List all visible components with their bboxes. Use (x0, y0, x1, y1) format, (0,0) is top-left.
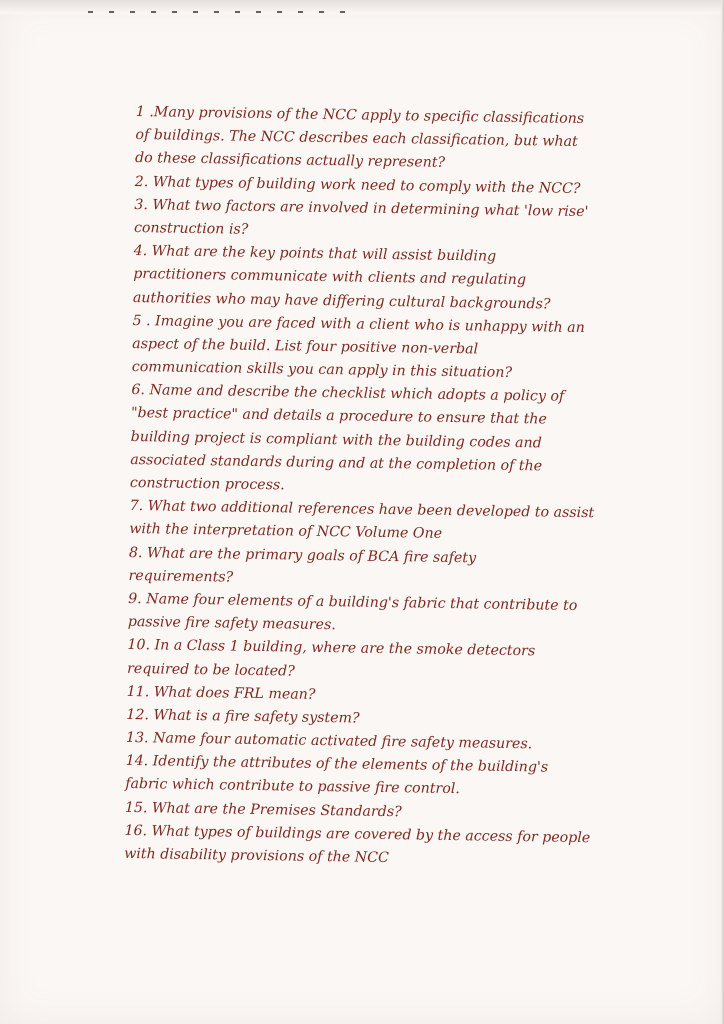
question-line: 10. In a Class 1 building, where are the smoke detectors (127, 637, 536, 660)
question-line: fabric which contribute to passive fire control. (125, 776, 460, 798)
question-item (125, 750, 666, 805)
question-line: with disability provisions of the NCC (124, 845, 389, 867)
question-item (128, 542, 669, 597)
question-item (124, 820, 665, 875)
question-line: 14. Identify the attributes of the elements of the building's (125, 753, 549, 776)
question-item (129, 495, 670, 550)
question-line: with the interpretation of NCC Volume One (129, 521, 443, 543)
question-line: 9. Name four elements of a building's fabric that contribute to (128, 590, 578, 614)
question-line: practitioners communicate with clients and regulating (133, 266, 527, 289)
question-list (124, 101, 676, 875)
question-line: communication skills you can apply in this situation? (131, 359, 513, 382)
question-line: passive fire safety measures. (127, 614, 336, 634)
question-line: do these classifications actually represent? (134, 150, 446, 172)
question-line: "best practice" and details a procedure to ensure that the (130, 405, 548, 428)
question-item (127, 634, 668, 689)
question-line: 4. What are the key points that will assist building (133, 243, 497, 265)
question-line: aspect of the build. List four positive non-verbal (132, 335, 479, 358)
question-item (135, 101, 676, 179)
question-line: associated standards during and at the completion of the (130, 451, 543, 475)
question-line: building project is compliant with the building codes and (130, 428, 542, 452)
question-line: 7. What two additional references have been developed to assist (129, 498, 595, 522)
question-item (133, 240, 674, 318)
question-item (132, 310, 673, 388)
question-line: 1 .Many provisions of the NCC apply to specific classifications (135, 103, 585, 128)
question-line: 5 . Imagine you are faced with a client who is unhappy with an (132, 312, 585, 336)
question-line: 12. What is a fire safety system? (126, 706, 360, 727)
question-line: 16. What types of buildings are covered by the access for people (124, 822, 591, 847)
question-line: 15. What are the Premises Standards? (124, 799, 402, 820)
faint-header-marks (88, 11, 388, 19)
question-line: authorities who may have differing cultural backgrounds? (132, 289, 551, 313)
question-line: 11. What does FRL mean? (126, 683, 316, 703)
question-line: 2. What types of building work need to comply with the NCC? (134, 173, 581, 197)
question-line: of buildings. The NCC describes each classification, but what (135, 127, 578, 151)
question-line: 3. What two factors are involved in determining what 'low rise' (134, 196, 589, 220)
question-item (130, 379, 672, 503)
question-line: construction process. (129, 474, 285, 494)
question-line: required to be located? (126, 660, 295, 680)
question-line: requirements? (128, 567, 234, 586)
question-item (134, 194, 675, 249)
question-line: construction is? (133, 219, 249, 238)
question-line: 13. Name four automatic activated fire safety measures. (125, 729, 533, 753)
question-item (128, 588, 669, 643)
question-line: 8. What are the primary goals of BCA fire safety (128, 544, 477, 566)
question-line: 6. Name and describe the checklist which adopts a policy of (131, 382, 565, 406)
